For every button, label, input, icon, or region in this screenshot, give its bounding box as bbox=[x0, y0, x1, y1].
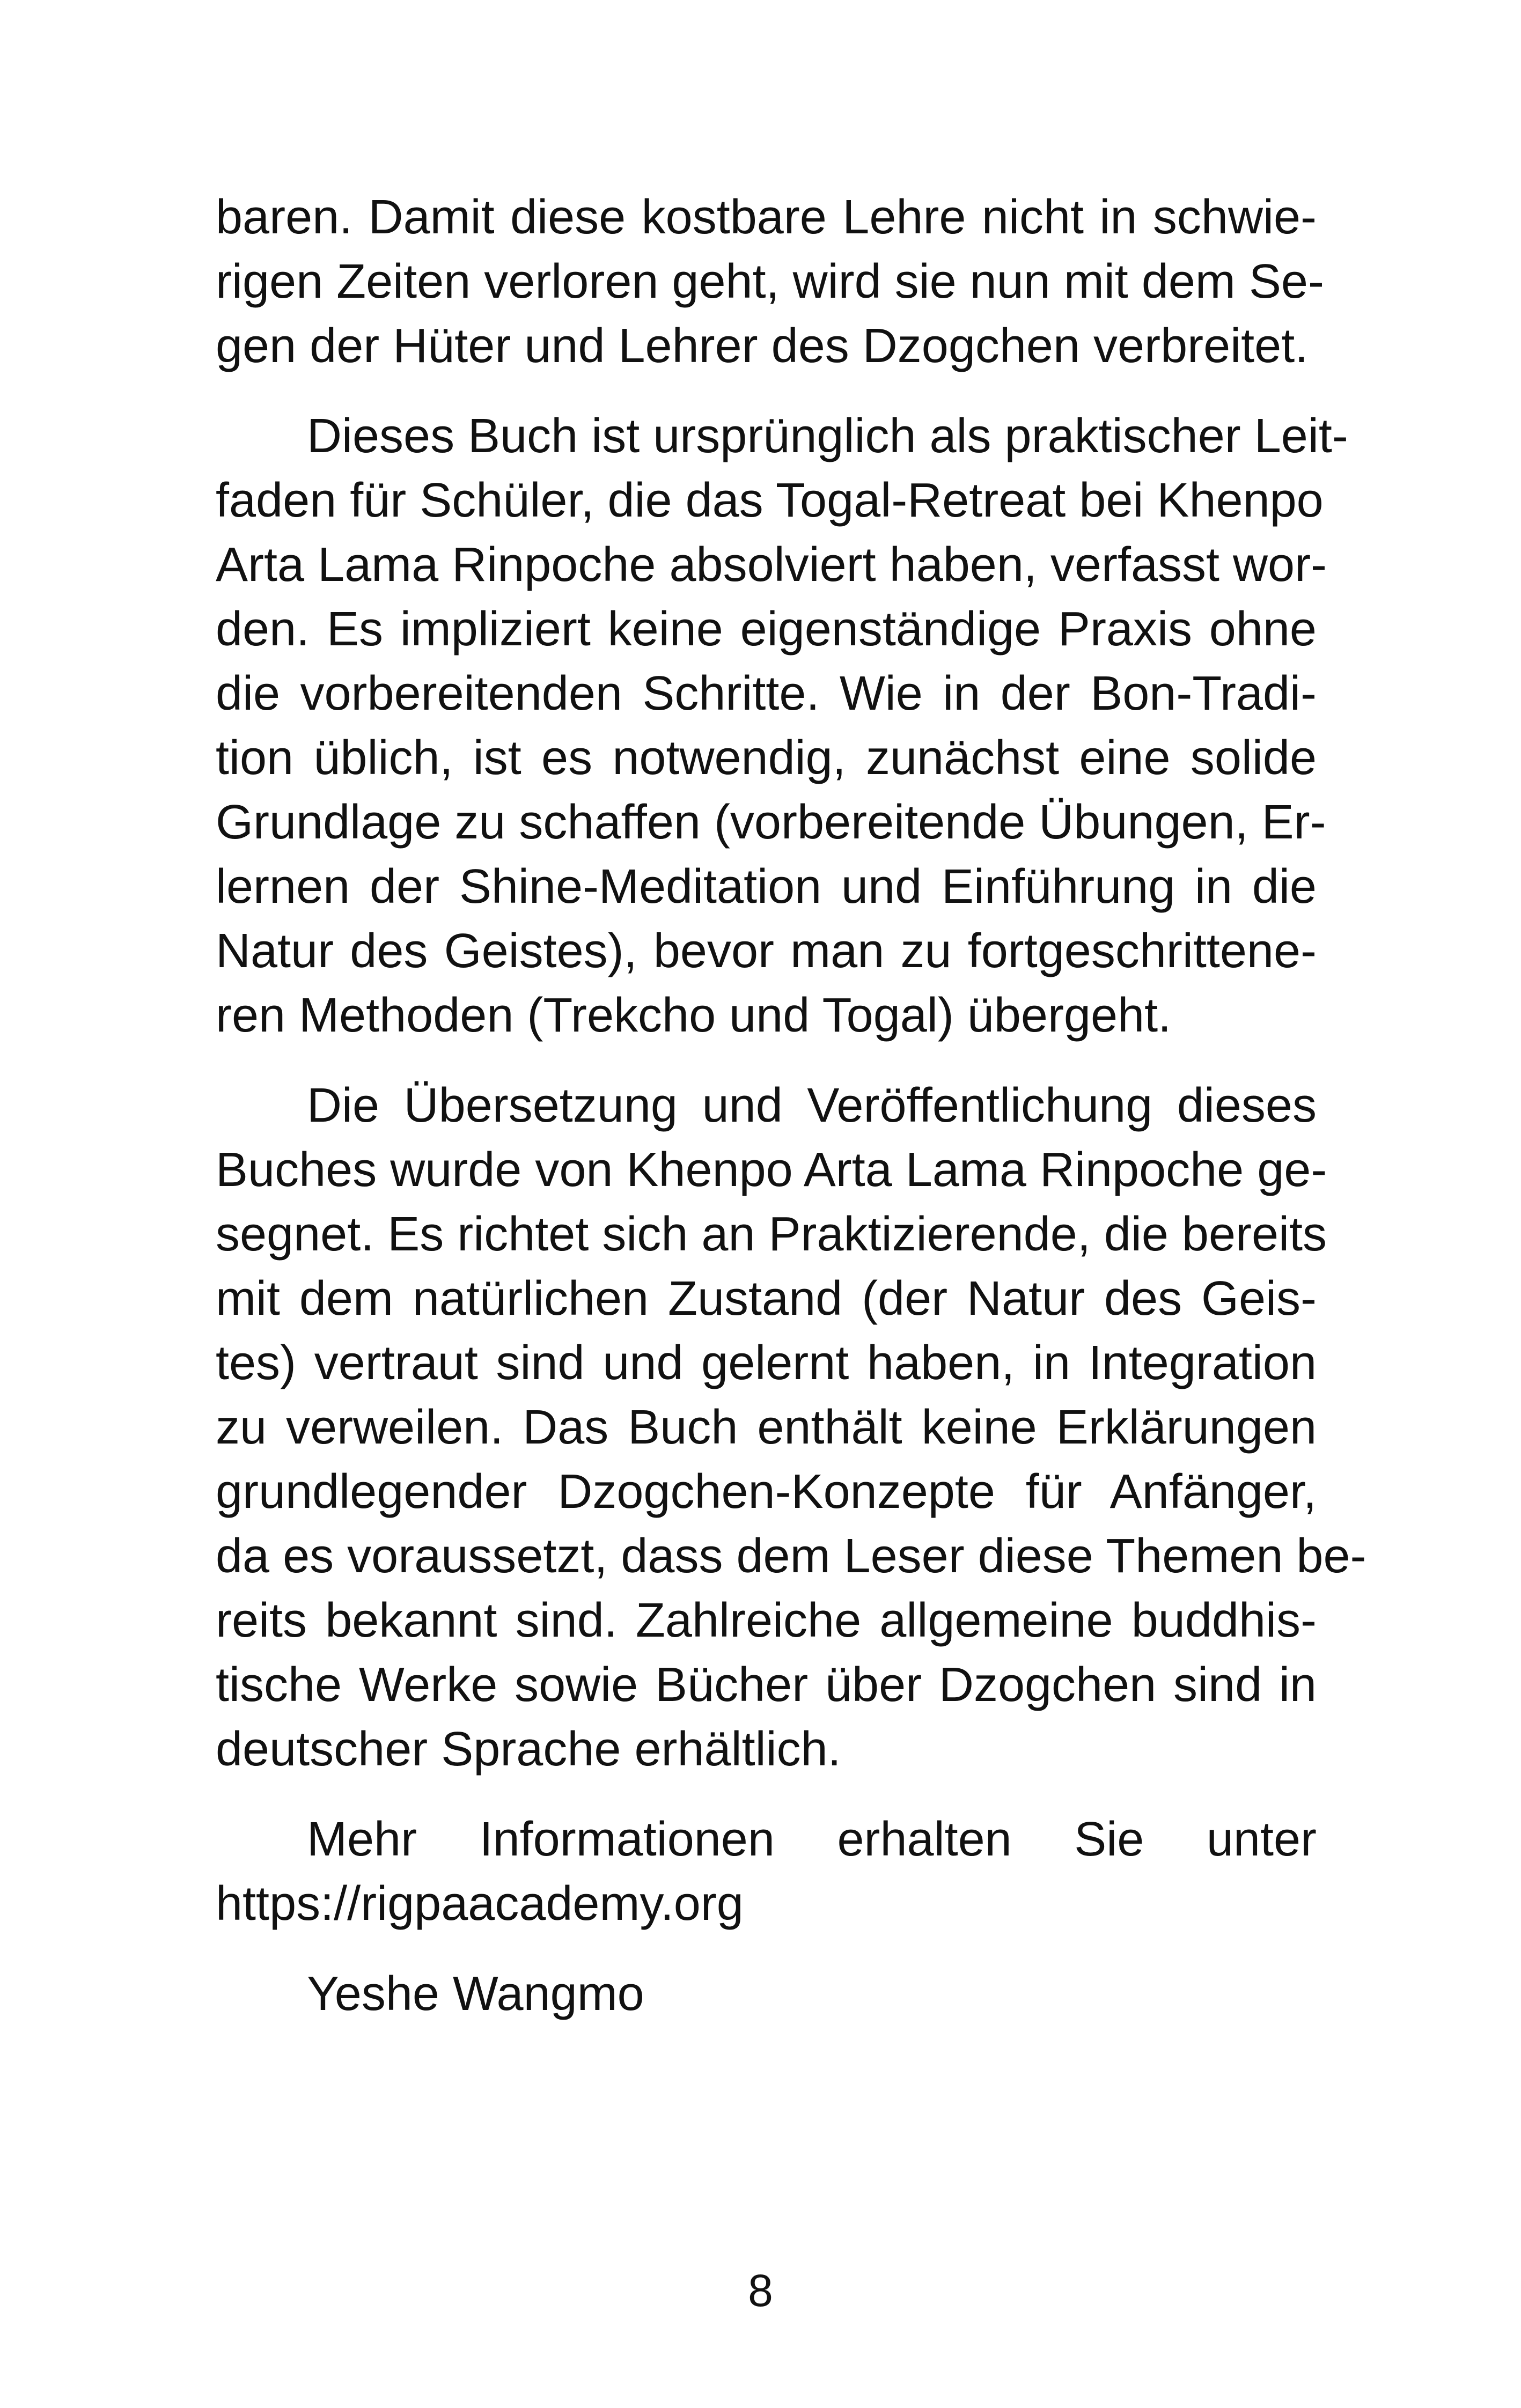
text-line: baren. Damit diese kostbare Lehre nicht in schwie- bbox=[216, 190, 1317, 244]
paragraph-spacer bbox=[216, 1048, 1317, 1073]
author-signature: Yeshe Wangmo bbox=[307, 1967, 644, 2021]
text-line: lernen der Shine-Meditation und Einführung in die bbox=[216, 860, 1317, 914]
text-line: deutscher Sprache erhältlich. bbox=[216, 1722, 841, 1776]
text-line: faden für Schüler, die das Togal-Retreat bei Khenpo bbox=[216, 474, 1324, 527]
text-line: gen der Hüter und Lehrer des Dzogchen verbreitet. bbox=[216, 319, 1309, 373]
text-line: tische Werke sowie Bücher über Dzogchen sind in bbox=[216, 1658, 1317, 1712]
text-line: tion üblich, ist es notwendig, zunächst eine solide bbox=[216, 731, 1317, 785]
text-line: zu verweilen. Das Buch enthält keine Erklärungen bbox=[216, 1401, 1317, 1454]
text-line: den. Es impliziert keine eigenständige Praxis ohne bbox=[216, 602, 1317, 656]
paragraph-3 bbox=[216, 1073, 1366, 1781]
text-line: Dieses Buch ist ursprünglich als praktischer Leit- bbox=[307, 409, 1348, 463]
page-number: 8 bbox=[748, 2265, 773, 2316]
text-line: tes) vertraut sind und gelernt haben, in Integration bbox=[216, 1336, 1317, 1390]
paragraph-spacer bbox=[216, 1781, 1317, 1807]
paragraph-spacer bbox=[216, 378, 1317, 404]
text-line: mit dem natürlichen Zustand (der Natur des Geis- bbox=[216, 1272, 1317, 1325]
text-line: da es voraussetzt, dass dem Leser diese Themen be- bbox=[216, 1529, 1366, 1583]
paragraph-2 bbox=[216, 404, 1348, 1048]
text-line: Mehr Informationen erhalten Sie unter bbox=[307, 1813, 1317, 1866]
text-line: Arta Lama Rinpoche absolviert haben, verfasst wor- bbox=[216, 538, 1327, 592]
body-text bbox=[216, 185, 1366, 2026]
text-line: segnet. Es richtet sich an Praktizierende, die bereits bbox=[216, 1207, 1327, 1261]
paragraph-5 bbox=[216, 1962, 1317, 2026]
text-line: grundlegender Dzogchen-Konzepte für Anfänger, bbox=[216, 1465, 1317, 1519]
paragraph-4 bbox=[216, 1807, 1317, 1936]
text-line: die vorbereitenden Schritte. Wie in der Bon-Tradi- bbox=[216, 667, 1317, 720]
text-line: rigen Zeiten verloren geht, wird sie nun mit dem Se- bbox=[216, 255, 1324, 308]
text-line: Natur des Geistes), bevor man zu fortgeschrittene- bbox=[216, 924, 1317, 978]
website-url[interactable]: https://rigpaacademy.org bbox=[216, 1877, 744, 1931]
paragraph-spacer bbox=[216, 1936, 1317, 1962]
text-line: Buches wurde von Khenpo Arta Lama Rinpoche ge- bbox=[216, 1143, 1327, 1197]
text-line: Die Übersetzung und Veröffentlichung dieses bbox=[307, 1079, 1317, 1132]
text-line: reits bekannt sind. Zahlreiche allgemeine buddhis- bbox=[216, 1594, 1317, 1647]
text-line: ren Methoden (Trekcho und Togal) übergeht. bbox=[216, 989, 1172, 1042]
paragraph-1 bbox=[216, 185, 1324, 378]
text-line: Grundlage zu schaffen (vorbereitende Übungen, Er- bbox=[216, 796, 1326, 849]
